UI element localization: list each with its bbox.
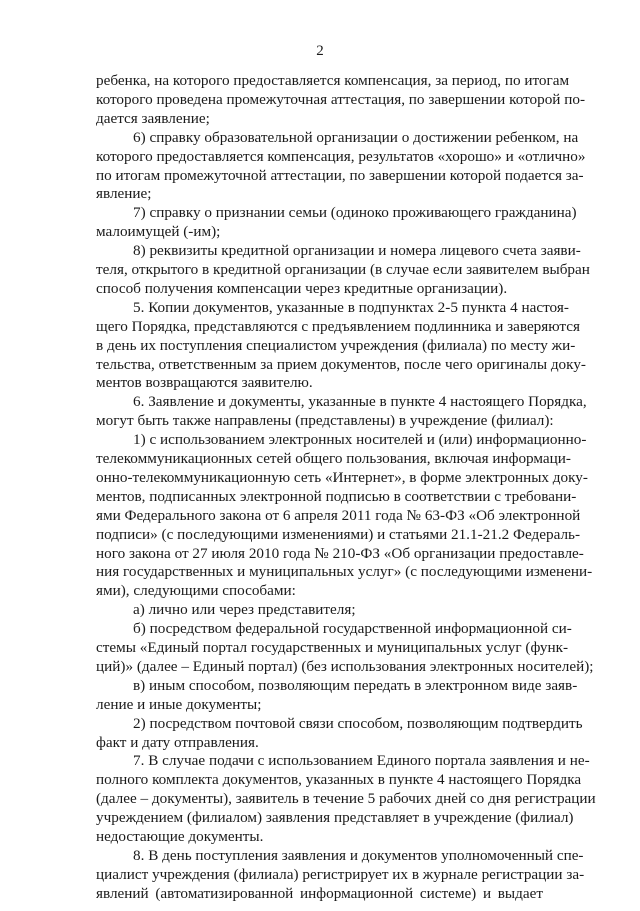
text-line: учреждением (филиалом) заявления представляет в учреждение (филиал)	[96, 809, 574, 827]
text-line: 7) справку о признании семьи (одиноко проживающего гражданина)	[133, 204, 577, 222]
text-line: 7. В случае подачи с использованием Единого портала заявления и не-	[133, 752, 590, 770]
text-line: ями Федерального закона от 6 апреля 2011 года № 63-ФЗ «Об электронной	[96, 506, 581, 524]
text-line: (далее – документы), заявитель в течение 5 рабочих дней со дня регистрации	[96, 790, 596, 808]
text-line: телекоммуникационных сетей общего пользования, включая информаци-	[96, 450, 571, 467]
text-line: явлений (автоматизированной информационной системе) и выдает	[96, 884, 543, 902]
text-line: 5. Копии документов, указанные в подпунктах 2-5 пункта 4 настоя-	[133, 298, 569, 316]
text-line: тельства, ответственным за прием документов, после чего оригиналы доку-	[96, 355, 586, 373]
text-line: дается заявление;	[96, 109, 210, 127]
text-line: 6. Заявление и документы, указанные в пункте 4 настоящего Порядка,	[133, 393, 587, 411]
text-line: 8. В день поступления заявления и документов уполномоченный спе-	[133, 846, 584, 864]
text-line: ций)» (далее – Единый портал) (без использования электронных носителей);	[96, 657, 594, 675]
text-line: подписи» (с последующими изменениями) и статьями 21.1-21.2 Федераль-	[96, 525, 581, 543]
text-line: 6) справку образовательной организации о достижении ребенком, на	[133, 128, 579, 146]
text-line: могут быть также направлены (представлены) в учреждение (филиал):	[96, 412, 554, 430]
text-line: стемы «Единый портал государственных и муниципальных услуг (функ-	[96, 639, 569, 656]
text-line: 8) реквизиты кредитной организации и номера лицевого счета заяви-	[133, 242, 581, 260]
text-line: ление и иные документы;	[96, 695, 262, 713]
text-line: онно-телекоммуникационную сеть «Интернет», в форме электронных доку-	[96, 468, 588, 486]
text-line: малоимущей (-им);	[96, 223, 221, 241]
text-line: которого проведена промежуточная аттестация, по завершении которой по-	[96, 90, 586, 108]
text-line: полного комплекта документов, указанных в пункте 4 настоящего Порядка	[96, 771, 582, 789]
text-line: факт и дату отправления.	[96, 733, 259, 751]
text-line: явление;	[96, 185, 152, 203]
text-line: циалист учреждения (филиала) регистрирует их в журнале регистрации за-	[96, 865, 585, 883]
text-line: способ получения компенсации через кредитные организации).	[96, 279, 508, 297]
text-line: ментов возвращаются заявителю.	[96, 374, 313, 392]
text-line: по итогам промежуточной аттестации, по завершении которой подается за-	[96, 166, 584, 184]
text-line: а) лично или через представителя;	[133, 601, 356, 619]
text-line: ями), следующими способами:	[96, 582, 296, 600]
text-line: 1) с использованием электронных носителей и (или) информационно-	[133, 431, 587, 449]
text-line: ного закона от 27 июля 2010 года № 210-ФЗ «Об организации предоставле-	[96, 544, 584, 562]
text-line: ребенка, на которого предоставляется компенсация, за период, по итогам	[96, 72, 570, 89]
page-number: 2	[316, 43, 324, 59]
text-line: б) посредством федеральной государственной информационной си-	[133, 620, 572, 638]
text-line: в) иным способом, позволяющим передать в электронном виде заяв-	[133, 676, 578, 694]
text-line: в день их поступления специалистом учреждения (филиала) по месту жи-	[96, 336, 576, 354]
text-line: щего Порядка, представляются с предъявлением подлинника и заверяются	[96, 317, 580, 335]
text-line: 2) посредством почтовой связи способом, позволяющим подтвердить	[133, 714, 583, 732]
text-line: недостающие документы.	[96, 828, 264, 845]
text-line: теля, открытого в кредитной организации (в случае если заявителем выбран	[96, 261, 590, 278]
text-line: ния государственных и муниципальных услуг» (с последующими изменени-	[96, 563, 593, 581]
text-line: ментов, подписанных электронной подписью в соответствии с требовани-	[96, 487, 577, 505]
text-line: которого предоставляется компенсация, результатов «хорошо» и «отлично»	[96, 147, 586, 165]
